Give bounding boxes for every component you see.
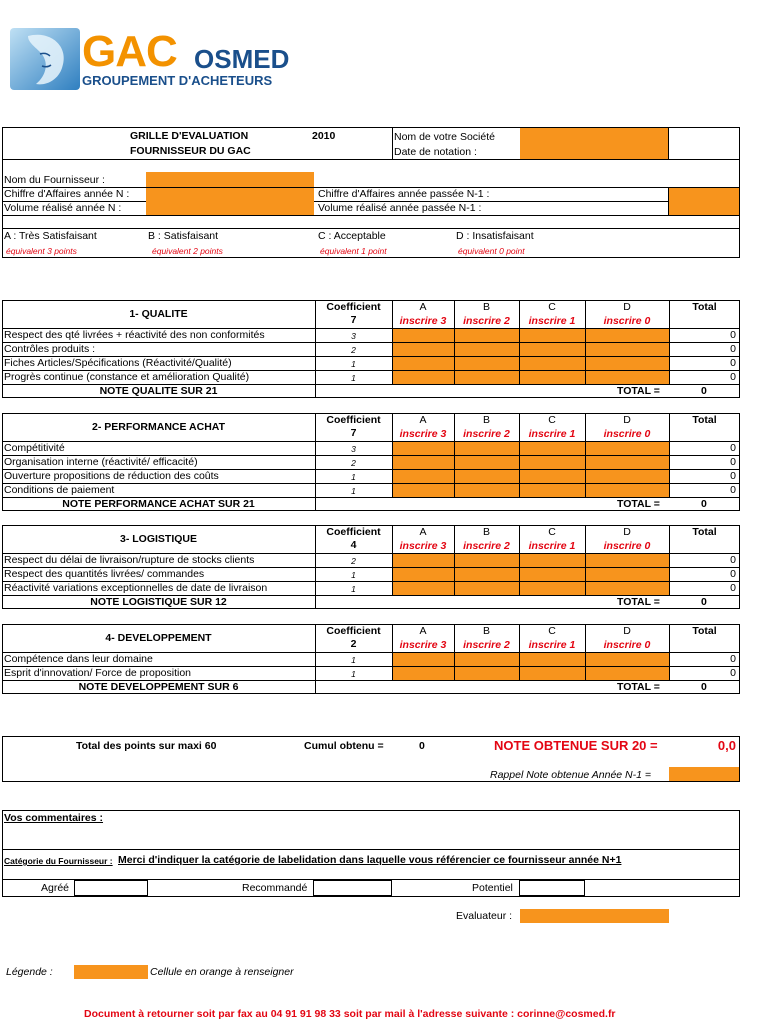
inscrire-label: inscrire 2: [463, 639, 510, 651]
row-coef: 1: [351, 570, 356, 580]
section-total-label: TOTAL =: [617, 385, 660, 397]
inscrire-label: inscrire 2: [463, 315, 510, 327]
col-header: B: [482, 625, 490, 637]
row-total: 0: [730, 456, 736, 468]
row-label: Contrôles produits :: [4, 343, 96, 355]
row-label: Réactivité variations exceptionnelles de date de livraison: [4, 582, 268, 594]
row-total: 0: [730, 484, 736, 496]
inscrire-label: inscrire 2: [463, 540, 510, 552]
section-title: 1- QUALITE: [129, 308, 188, 320]
legende-text: Cellule en orange à renseigner: [150, 966, 294, 978]
category-label: Catégorie du Fournisseur :: [4, 856, 113, 866]
category-text: Merci d'indiquer la catégorie de labelidation dans laquelle vous référencier ce fournisseur année N+1: [118, 854, 622, 866]
col-header: A: [419, 301, 427, 313]
row-label: Fiches Articles/Spécifications (Réactivité/Qualité): [4, 357, 232, 369]
row-coef: 1: [351, 472, 356, 482]
row-coef: 1: [351, 486, 356, 496]
col-header: B: [482, 301, 490, 313]
vol-label: Volume réalisé année N :: [4, 202, 122, 214]
vol-prev-label: Volume réalisé année passée N-1 :: [318, 202, 482, 214]
col-header: A: [419, 526, 427, 538]
row-total: 0: [730, 343, 736, 355]
row-label: Respect des qté livrées + réactivité des non conformités: [4, 329, 265, 341]
row-coef: 1: [351, 669, 356, 679]
section-coef: 4: [350, 539, 357, 551]
section-total-value: 0: [701, 498, 707, 510]
col-header: B: [482, 414, 490, 426]
comments-label: Vos commentaires :: [4, 812, 104, 824]
score-cell[interactable]: [393, 553, 454, 595]
scale-b-points: équivalent 2 points: [152, 246, 223, 256]
ca-label: Chiffre d'Affaires année N :: [4, 188, 130, 200]
inscrire-label: inscrire 1: [528, 315, 576, 327]
inscrire-label: inscrire 3: [399, 639, 447, 651]
agree-label: Agréé: [41, 882, 70, 894]
row-total: 0: [730, 582, 736, 594]
section-coef: 7: [350, 427, 357, 439]
inscrire-label: inscrire 3: [399, 428, 447, 440]
summary-total-label: Total des points sur maxi 60: [76, 740, 217, 752]
row-coef: 1: [351, 359, 356, 369]
row-coef: 1: [351, 373, 356, 383]
col-header: C: [548, 414, 556, 426]
supplier-field[interactable]: [146, 172, 314, 187]
col-header: C: [548, 301, 556, 313]
section-note: NOTE DEVELOPPEMENT SUR 6: [78, 681, 239, 693]
inscrire-label: inscrire 1: [528, 428, 576, 440]
inscrire-label: inscrire 0: [603, 540, 651, 552]
rappel-field[interactable]: [669, 767, 739, 781]
row-label: Respect du délai de livraison/rupture de stocks clients: [4, 554, 255, 566]
row-label: Progrès continue (constance et amélioration Qualité): [4, 371, 250, 383]
potentiel-field[interactable]: [519, 880, 585, 896]
company-field[interactable]: [520, 128, 668, 159]
col-header: D: [623, 526, 631, 538]
section-total-value: 0: [701, 385, 707, 397]
coef-header: Coefficient: [326, 625, 381, 637]
agree-field[interactable]: [74, 880, 148, 896]
row-coef: 2: [351, 458, 356, 468]
section-note: NOTE QUALITE SUR 21: [99, 385, 218, 397]
logo-osmed: OSMED: [194, 44, 290, 74]
row-total: 0: [730, 470, 736, 482]
section-note: NOTE PERFORMANCE ACHAT SUR 21: [62, 498, 255, 510]
row-total: 0: [730, 667, 736, 679]
row-total: 0: [730, 357, 736, 369]
row-total: 0: [730, 653, 736, 665]
row-coef: 3: [351, 331, 356, 341]
inscrire-label: inscrire 0: [603, 315, 651, 327]
header-title2: FOURNISSEUR DU GAC: [130, 145, 251, 157]
inscrire-label: inscrire 3: [399, 540, 447, 552]
recommande-field[interactable]: [313, 880, 392, 896]
logo-tagline: GROUPEMENT D'ACHETEURS: [82, 73, 273, 88]
row-total: 0: [730, 554, 736, 566]
scale-b-label: B : Satisfaisant: [148, 230, 219, 242]
row-coef: 2: [351, 556, 356, 566]
summary-note-value: 0,0: [717, 738, 736, 753]
col-header: C: [548, 625, 556, 637]
inscrire-label: inscrire 0: [603, 639, 651, 651]
row-label: Organisation interne (réactivité/ efficacité): [4, 456, 198, 468]
inscrire-label: inscrire 3: [399, 315, 447, 327]
row-label: Compétitivité: [4, 442, 65, 454]
scale-a-label: A : Très Satisfaisant: [4, 230, 97, 242]
evaluateur-label: Evaluateur :: [456, 910, 513, 922]
row-label: Ouverture propositions de réduction des coûts: [4, 470, 219, 482]
inscrire-label: inscrire 1: [528, 540, 576, 552]
scale-d-points: équivalent 0 point: [458, 246, 525, 256]
row-label: Conditions de paiement: [4, 484, 115, 496]
section-total-label: TOTAL =: [617, 681, 660, 693]
legende-label: Légende :: [6, 966, 53, 978]
col-header: D: [623, 414, 631, 426]
header-year: 2010: [312, 130, 336, 142]
score-cell[interactable]: [586, 553, 669, 595]
col-header: C: [548, 526, 556, 538]
total-header: Total: [692, 301, 717, 313]
coef-header: Coefficient: [326, 526, 381, 538]
section-coef: 7: [350, 314, 357, 326]
date-label: Date de notation :: [394, 146, 477, 158]
summary-note-label: NOTE OBTENUE SUR 20 =: [494, 738, 658, 753]
col-header: A: [419, 625, 427, 637]
score-cell[interactable]: [455, 553, 519, 595]
section-total-label: TOTAL =: [617, 596, 660, 608]
header-title1: GRILLE D'EVALUATION: [130, 130, 249, 142]
scale-c-label: C : Acceptable: [318, 230, 386, 242]
section-title: 4- DEVELOPPEMENT: [105, 632, 212, 644]
inscrire-label: inscrire 1: [528, 639, 576, 651]
logo: [8, 28, 308, 92]
section-total-value: 0: [701, 681, 707, 693]
col-header: D: [623, 301, 631, 313]
row-label: Esprit d'innovation/ Force de proposition: [4, 667, 192, 679]
total-header: Total: [692, 625, 717, 637]
row-total: 0: [730, 568, 736, 580]
scale-d-label: D : Insatisfaisant: [456, 230, 534, 242]
section-note: NOTE LOGISTIQUE SUR 12: [90, 596, 227, 608]
col-header: B: [482, 526, 490, 538]
col-header: A: [419, 414, 427, 426]
row-label: Compétence dans leur domaine: [4, 653, 153, 665]
row-total: 0: [730, 442, 736, 454]
footer-text: Document à retourner soit par fax au 04 91 91 98 33 soit par mail à l'adresse suivante : corinne@cosmed.fr: [84, 1008, 616, 1020]
scale-c-points: équivalent 1 point: [320, 246, 387, 256]
summary-cumul-label: Cumul obtenu =: [304, 740, 384, 752]
recommande-label: Recommandé: [242, 882, 308, 894]
coef-header: Coefficient: [326, 301, 381, 313]
summary-cumul-value: 0: [419, 740, 425, 752]
inscrire-label: inscrire 2: [463, 428, 510, 440]
row-total: 0: [730, 329, 736, 341]
ca-field[interactable]: [146, 188, 314, 215]
scale-a-points: équivalent 3 points: [6, 246, 77, 256]
total-header: Total: [692, 526, 717, 538]
legende-swatch: [74, 965, 148, 979]
section-total-value: 0: [701, 596, 707, 608]
row-total: 0: [730, 371, 736, 383]
coef-header: Coefficient: [326, 414, 381, 426]
total-header: Total: [692, 414, 717, 426]
company-label: Nom de votre Société: [394, 131, 495, 143]
section-title: 3- LOGISTIQUE: [119, 533, 197, 545]
logo-face-icon: [10, 28, 80, 90]
summary-rappel: Rappel Note obtenue Année N-1 =: [490, 769, 652, 781]
row-coef: 2: [351, 345, 356, 355]
logo-gac: GAC: [82, 27, 177, 76]
evaluateur-field[interactable]: [520, 909, 669, 923]
section-title: 2- PERFORMANCE ACHAT: [92, 421, 225, 433]
row-coef: 3: [351, 444, 356, 454]
supplier-label: Nom du Fournisseur :: [4, 174, 105, 186]
col-header: D: [623, 625, 631, 637]
potentiel-label: Potentiel: [472, 882, 513, 894]
section-total-label: TOTAL =: [617, 498, 660, 510]
score-cell[interactable]: [520, 553, 585, 595]
row-label: Respect des quantités livrées/ commandes: [4, 568, 205, 580]
row-coef: 1: [351, 655, 356, 665]
ca-prev-label: Chiffre d'Affaires année passée N-1 :: [318, 188, 490, 200]
section-coef: 2: [350, 638, 357, 650]
row-coef: 1: [351, 584, 356, 594]
inscrire-label: inscrire 0: [603, 428, 651, 440]
ca-prev-field[interactable]: [669, 188, 739, 215]
